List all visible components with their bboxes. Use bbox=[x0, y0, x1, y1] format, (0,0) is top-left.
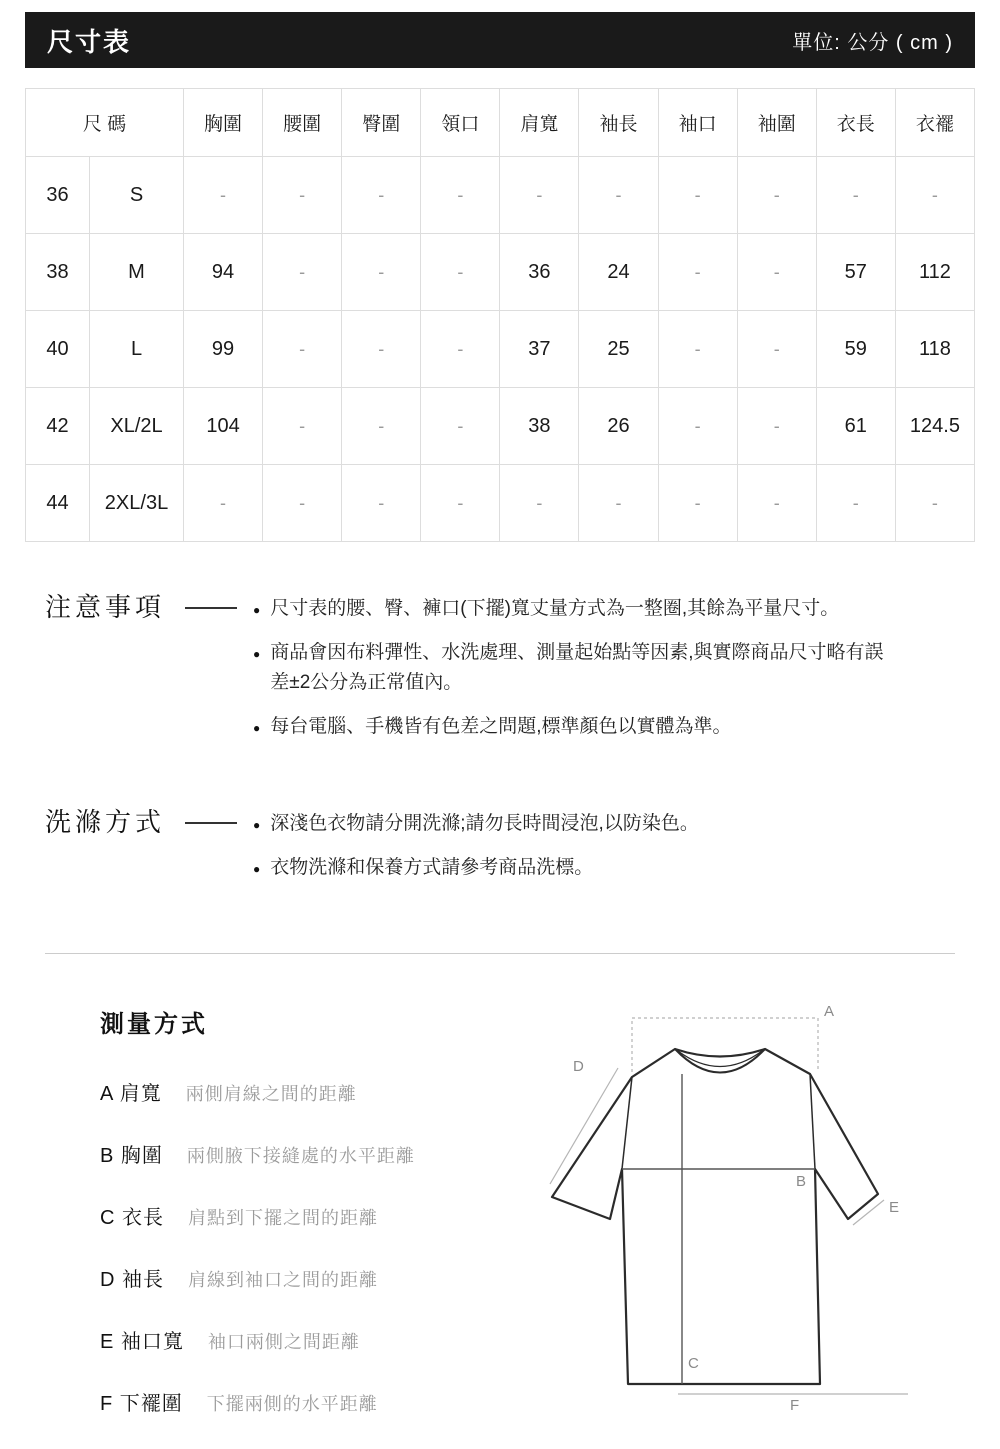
table-cell: 94 bbox=[184, 234, 263, 311]
table-cell: - bbox=[342, 311, 421, 388]
size-table bbox=[25, 88, 975, 542]
table-cell: - bbox=[658, 311, 737, 388]
measure-label: B 胸圍 bbox=[100, 1144, 163, 1167]
table-cell: - bbox=[737, 234, 816, 311]
table-cell: 40 bbox=[26, 311, 90, 388]
diagram-label-hem: F bbox=[790, 1396, 800, 1414]
table-cell: 38 bbox=[500, 388, 579, 465]
table-cell: - bbox=[263, 388, 342, 465]
measure-label: A 肩寬 bbox=[100, 1082, 162, 1105]
column-header-sleeve-girth: 袖圍 bbox=[737, 89, 816, 157]
table-cell: 57 bbox=[816, 234, 895, 311]
diagram-label-shoulder: A bbox=[824, 1003, 835, 1020]
table-cell: XL/2L bbox=[90, 388, 184, 465]
table-row bbox=[26, 311, 975, 388]
bullet-icon: ● bbox=[253, 721, 261, 736]
table-cell: 118 bbox=[895, 311, 974, 388]
table-cell: - bbox=[737, 465, 816, 542]
notes-list bbox=[253, 592, 893, 757]
table-cell: 124.5 bbox=[895, 388, 974, 465]
table-cell: 24 bbox=[579, 234, 658, 311]
table-cell: - bbox=[737, 388, 816, 465]
table-cell: - bbox=[895, 465, 974, 542]
table-cell: - bbox=[263, 465, 342, 542]
column-header-hem: 衣襬 bbox=[895, 89, 974, 157]
table-cell: - bbox=[658, 157, 737, 234]
note-text: 每台電腦、手機皆有色差之問題,標準顏色以實體為準。 bbox=[270, 716, 732, 738]
table-cell: 26 bbox=[579, 388, 658, 465]
column-header-shoulder: 肩寬 bbox=[500, 89, 579, 157]
table-cell: - bbox=[421, 311, 500, 388]
note-text: 尺寸表的腰、臀、褲口(下擺)寬丈量方式為一整圈,其餘為平量尺寸。 bbox=[270, 598, 840, 619]
tshirt-outline bbox=[552, 1049, 878, 1384]
title-rule bbox=[185, 822, 237, 898]
table-cell: - bbox=[342, 157, 421, 234]
table-cell: - bbox=[500, 465, 579, 542]
table-cell: - bbox=[421, 465, 500, 542]
table-cell: 61 bbox=[816, 388, 895, 465]
table-cell: S bbox=[90, 157, 184, 234]
table-cell: 104 bbox=[184, 388, 263, 465]
table-cell: - bbox=[421, 234, 500, 311]
bullet-icon: ● bbox=[253, 862, 261, 877]
notes-title: 注意事項 bbox=[45, 592, 166, 622]
table-cell: 59 bbox=[816, 311, 895, 388]
bullet-icon: ● bbox=[253, 647, 261, 662]
table-cell: - bbox=[184, 157, 263, 234]
measurement-section bbox=[25, 1004, 975, 1444]
table-cell: 37 bbox=[500, 311, 579, 388]
page-title: 尺寸表 bbox=[47, 26, 132, 57]
table-cell: L bbox=[90, 311, 184, 388]
measure-label: C 衣長 bbox=[100, 1206, 164, 1229]
measure-description: 袖口兩側之間距離 bbox=[207, 1331, 360, 1352]
measure-description: 兩側肩線之間的距離 bbox=[185, 1083, 357, 1104]
column-header-waist: 腰圍 bbox=[263, 89, 342, 157]
bullet-icon: ● bbox=[253, 603, 261, 617]
note-text: 衣物洗滌和保養方式請參考商品洗標。 bbox=[270, 857, 594, 879]
table-cell: - bbox=[579, 465, 658, 542]
title-rule bbox=[185, 607, 237, 757]
table-cell: - bbox=[816, 465, 895, 542]
table-cell: 112 bbox=[895, 234, 974, 311]
diagram-label-chest: B bbox=[796, 1172, 807, 1190]
diagram-label-length: C bbox=[688, 1354, 699, 1372]
table-row bbox=[26, 465, 975, 542]
table-cell: - bbox=[342, 388, 421, 465]
table-cell: 36 bbox=[500, 234, 579, 311]
washing-list bbox=[253, 807, 893, 898]
table-cell: 38 bbox=[26, 234, 90, 311]
table-cell: - bbox=[658, 388, 737, 465]
table-cell: 36 bbox=[26, 157, 90, 234]
list-item bbox=[253, 594, 893, 623]
table-cell: - bbox=[421, 157, 500, 234]
table-cell: - bbox=[342, 465, 421, 542]
table-cell: 42 bbox=[26, 388, 90, 465]
table-cell: - bbox=[263, 311, 342, 388]
measure-label: F 下襬圍 bbox=[100, 1392, 183, 1415]
table-cell: - bbox=[737, 311, 816, 388]
tshirt-diagram bbox=[540, 1004, 920, 1424]
diagram-label-sleeve: D bbox=[573, 1057, 584, 1075]
column-header-size: 尺 碼 bbox=[26, 89, 184, 157]
column-header-garment-length: 衣長 bbox=[816, 89, 895, 157]
table-cell: - bbox=[342, 234, 421, 311]
unit-label: 單位: 公分 ( cm ) bbox=[792, 31, 953, 54]
table-cell: - bbox=[658, 465, 737, 542]
table-cell: - bbox=[421, 388, 500, 465]
column-header-chest: 胸圍 bbox=[184, 89, 263, 157]
list-item bbox=[253, 809, 893, 838]
section-divider bbox=[45, 953, 955, 954]
washing-title: 洗滌方式 bbox=[45, 806, 166, 837]
table-cell: - bbox=[579, 157, 658, 234]
table-cell: M bbox=[90, 234, 184, 311]
measurement-title: 測量方式 bbox=[100, 1010, 208, 1038]
table-header-row bbox=[26, 89, 975, 157]
note-text: 深淺色衣物請分開洗滌;請勿長時間浸泡,以防染色。 bbox=[270, 812, 699, 834]
measure-description: 肩線到袖口之間的距離 bbox=[188, 1269, 378, 1290]
table-cell: - bbox=[737, 157, 816, 234]
measure-description: 肩點到下擺之間的距離 bbox=[188, 1207, 378, 1228]
measure-label: E 袖口寬 bbox=[100, 1330, 184, 1353]
diagram-label-cuff: E bbox=[889, 1198, 900, 1216]
note-text: 商品會因布料彈性、水洗處理、測量起始點等因素,與實際商品尺寸略有誤差±2公分為正常值內。 bbox=[270, 642, 884, 693]
measure-label: D 袖長 bbox=[100, 1268, 164, 1291]
notes-section bbox=[25, 592, 975, 757]
size-chart-header bbox=[25, 12, 975, 68]
table-row bbox=[26, 234, 975, 311]
table-cell: - bbox=[500, 157, 579, 234]
list-item bbox=[253, 712, 893, 741]
table-cell: - bbox=[263, 234, 342, 311]
table-cell: - bbox=[658, 234, 737, 311]
table-cell: - bbox=[263, 157, 342, 234]
column-header-sleeve-length: 袖長 bbox=[579, 89, 658, 157]
measure-description: 下擺兩側的水平距離 bbox=[206, 1393, 378, 1414]
table-cell: 99 bbox=[184, 311, 263, 388]
table-cell: 44 bbox=[26, 465, 90, 542]
table-row bbox=[26, 157, 975, 234]
measure-description: 兩側腋下接縫處的水平距離 bbox=[186, 1145, 415, 1166]
table-cell: - bbox=[184, 465, 263, 542]
column-header-hip: 臀圍 bbox=[342, 89, 421, 157]
bullet-icon: ● bbox=[253, 817, 261, 832]
list-item bbox=[253, 638, 893, 697]
washing-section bbox=[25, 807, 975, 898]
table-cell: - bbox=[816, 157, 895, 234]
table-cell: 2XL/3L bbox=[90, 465, 184, 542]
table-cell: - bbox=[895, 157, 974, 234]
table-cell: 25 bbox=[579, 311, 658, 388]
list-item bbox=[253, 853, 893, 882]
column-header-cuff: 袖口 bbox=[658, 89, 737, 157]
column-header-neckline: 領口 bbox=[421, 89, 500, 157]
table-row bbox=[26, 388, 975, 465]
